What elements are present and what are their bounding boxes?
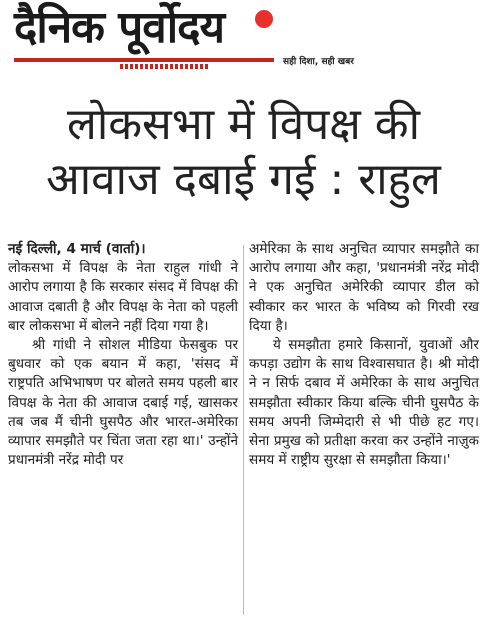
article-paragraph: लोकसभा में विपक्ष के नेता राहुल गांधी ने आरोप लगाया है कि सरकार संसद में विपक्ष की आवाज दबाती है और विपक्ष के नेता को पहली बार लोकसभा में बोलने नहीं दिया गया है। <box>8 260 238 334</box>
article-paragraph: ये समझौता हमारे किसानों, युवाओं और कपड़ा उद्योग के साथ विश्वासघात है। श्री मोदी ने न सिर्फ दबाव में अमेरिका के साथ अनुचित समझौता स्वीकार किया बल्कि चीनी घुसपैठ के समय अपनी जिम्मेदारी से भी पीछे हट गए। सेना प्रमुख को प्रतीक्षा करवा कर उन्होंने नाज़ुक समय में राष्ट्रीय सुरक्षा से समझौता किया।' <box>249 337 479 469</box>
article-dateline: नई दिल्ली, 4 मार्च (वार्ता)। <box>8 241 146 257</box>
logo-red-dot-icon <box>255 10 273 28</box>
article-column-left <box>8 240 238 470</box>
article-column-right <box>249 240 479 470</box>
headline-line-2: आवाज दबाई गई : राहुल <box>46 154 441 205</box>
article-paragraph: अमेरिका के साथ अनुचित व्यापार समझौते का आरोप लगाया और कहा, 'प्रधानमंत्री नरेंद्र मोदी ने एक अनुचित अमेरिकी व्यापार डील को स्वीकार कर भारत के भविष्य को गिरवी रख दिया है। <box>249 241 479 334</box>
article-paragraph <box>8 240 238 259</box>
headline-line-1: लोकसभा में विपक्ष की <box>67 99 420 150</box>
logo-small-print <box>120 64 210 69</box>
article-paragraph: श्री गांधी ने सोशल मीडिया फेसबुक पर बुधवार को एक बयान में कहा, 'संसद में राष्ट्रपति अभिभाषण पर बोलते समय पहली बार विपक्ष के नेता की आवाज दबाई गई, खासकर तब जब मैं चीनी घुसपैठ और भारत-अमेरिका व्यापार समझौते पर चिंता जता रहा था।' उन्होंने प्रधानमंत्री नरेंद्र मोदी पर <box>8 337 238 469</box>
masthead <box>0 0 487 82</box>
logo-underline <box>14 58 274 62</box>
masthead-tagline: सही दिशा, सही खबर <box>283 57 354 67</box>
newspaper-logo: दैनिक पूर्वोदय <box>14 2 225 53</box>
article-headline <box>0 97 487 207</box>
column-divider <box>243 245 244 615</box>
